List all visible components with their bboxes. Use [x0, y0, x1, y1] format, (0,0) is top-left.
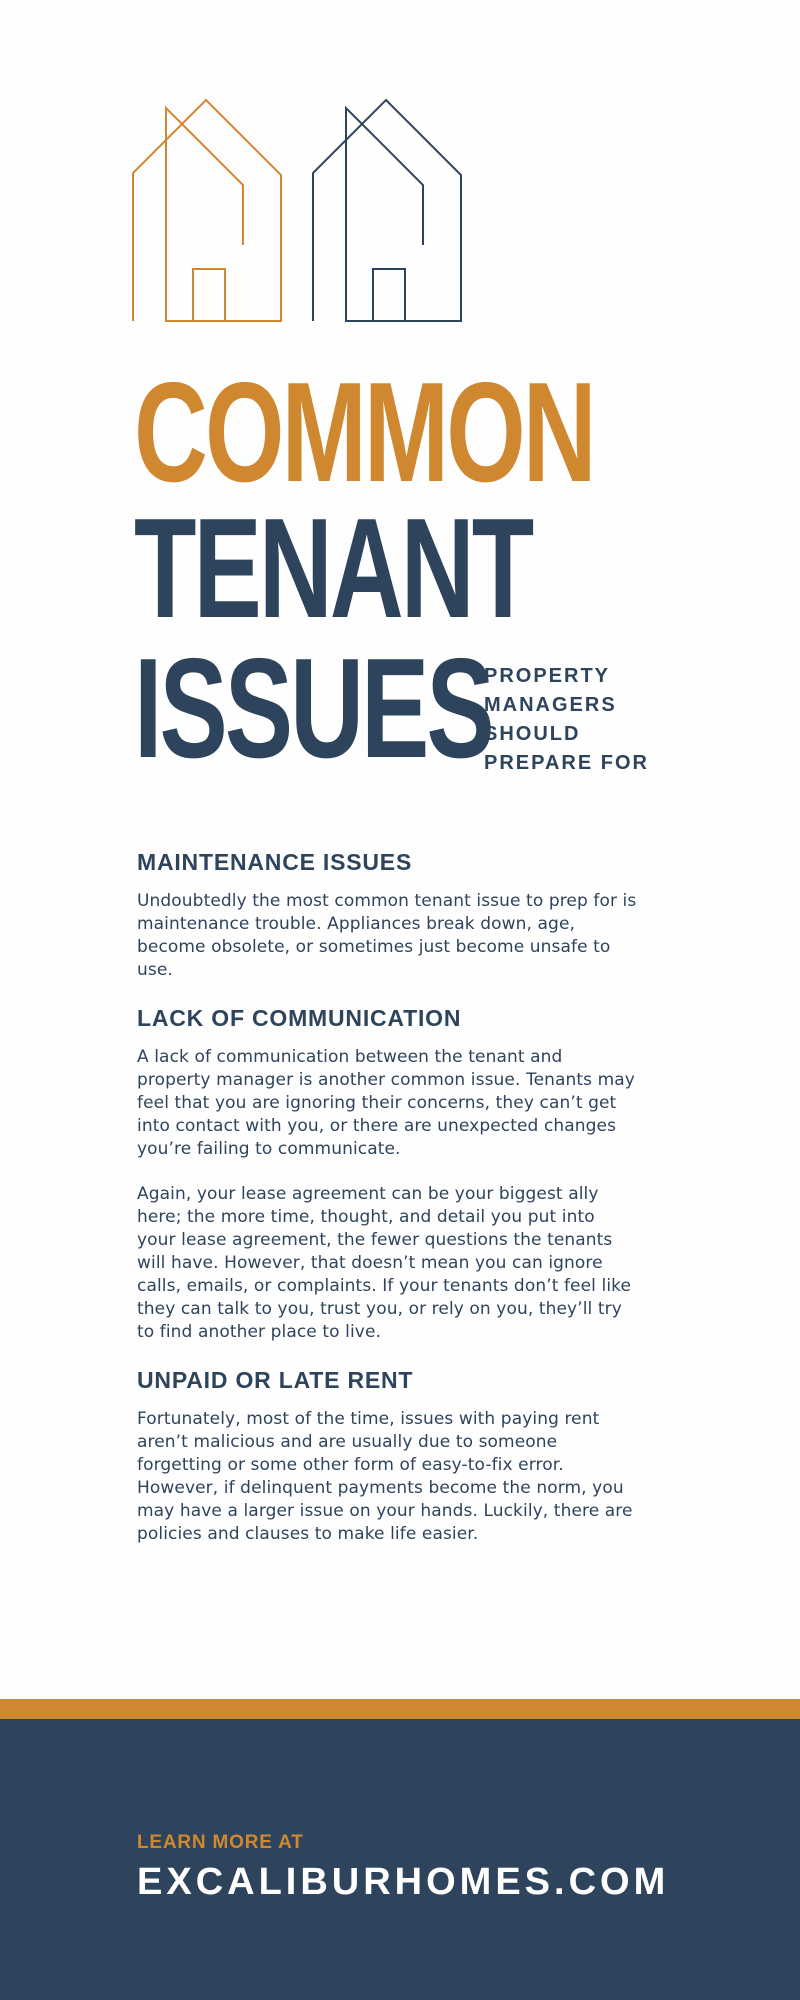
section-paragraph: Undoubtedly the most common tenant issue to prep for is maintenance trouble. Appliances break down, age, become obsolete, or sometimes just become unsafe to use. [137, 891, 637, 980]
navy-house-icon [313, 100, 461, 321]
subtitle-line: PREPARE FOR [484, 752, 649, 774]
subtitle-line: MANAGERS [484, 694, 617, 716]
title-line-tenant: TENANT [134, 489, 532, 648]
section-paragraph: Fortunately, most of the time, issues with paying rent aren’t malicious and are usually due to someone forgetting or some other form of easy-to-fix error. However, if delinquent payments become the norm, you may have a larger issue on your hands. Luckily, there are policies and clauses to make life easier. [137, 1409, 633, 1544]
subtitle [484, 662, 694, 778]
section-paragraph: A lack of communication between the tenant and property manager is another common issue. Tenants may feel that you are ignoring their concerns, they can’t get into contact with you, or there are unexpected changes you’re failing to communicate. [137, 1047, 635, 1159]
website-link[interactable]: EXCALIBURHOMES.COM [137, 1861, 670, 1903]
subtitle-line: PROPERTY [484, 665, 611, 687]
section-maintenance [137, 848, 637, 982]
orange-house-icon [133, 100, 281, 321]
learn-more-label: LEARN MORE AT [137, 1832, 304, 1853]
title-line-issues: ISSUES [134, 629, 492, 788]
section-heading: UNPAID OR LATE RENT [137, 1367, 414, 1393]
footer-accent-stripe [0, 1699, 800, 1719]
section-heading: MAINTENANCE ISSUES [137, 849, 413, 875]
title-line-common: COMMON [134, 353, 594, 512]
houses-illustration [128, 95, 473, 325]
section-communication [137, 1004, 637, 1344]
section-paragraph: Again, your lease agreement can be your biggest ally here; the more time, thought, and detail you put into your lease agreement, the fewer questions the tenants will have. However, that doesn’t mean you can ignore calls, emails, or complaints. If your tenants don’t feel like they can talk to you, trust you, or rely on you, they’ll try to find another place to live. [137, 1184, 632, 1342]
subtitle-line: SHOULD [484, 723, 581, 745]
section-heading: LACK OF COMMUNICATION [137, 1005, 462, 1031]
section-rent [137, 1366, 637, 1546]
content-sections [137, 848, 637, 1568]
footer [0, 1719, 800, 2000]
